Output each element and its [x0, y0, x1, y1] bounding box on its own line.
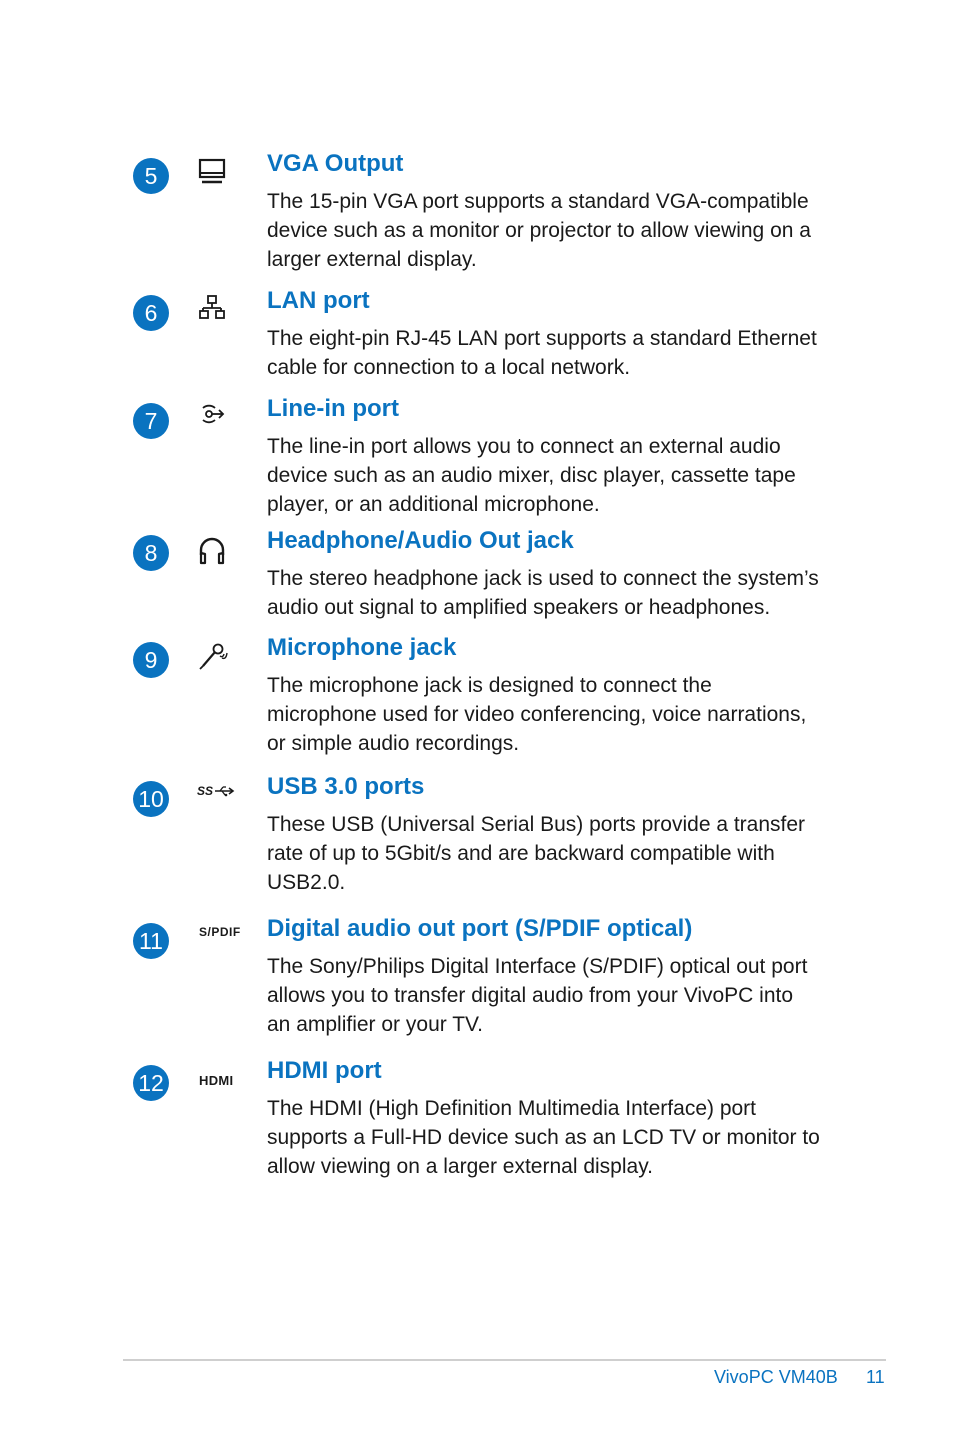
- description-line: The 15-pin VGA port supports a standard VGA-compatible: [267, 190, 809, 213]
- description-line: The line-in port allows you to connect an external audio: [267, 435, 781, 458]
- callout-number-10: 10: [133, 781, 169, 817]
- callout-number-5: 5: [133, 158, 169, 194]
- description-line: The microphone jack is designed to connect the: [267, 674, 712, 697]
- description-line: larger external display.: [267, 248, 477, 271]
- callout-number-6: 6: [133, 295, 169, 331]
- lan-icon: [196, 295, 256, 331]
- usb3-icon: [196, 781, 256, 817]
- callout-number-9: 9: [133, 642, 169, 678]
- description-line: an amplifier or your TV.: [267, 1013, 483, 1036]
- description-line: The HDMI (High Definition Multimedia Interface) port: [267, 1097, 757, 1120]
- footer-product-name: VivoPC VM40B: [714, 1367, 838, 1387]
- description-line: USB2.0.: [267, 871, 346, 894]
- lan-port-title: LAN port: [267, 287, 370, 314]
- description-line: The Sony/Philips Digital Interface (S/PDIF) optical out port: [267, 955, 808, 978]
- monitor-icon: [196, 158, 256, 194]
- microphone-jack-description: [267, 671, 837, 758]
- lan-port-description: [267, 324, 837, 382]
- headphone-icon: [196, 535, 256, 571]
- microphone-icon: [196, 642, 256, 678]
- callout-number-7: 7: [133, 403, 169, 439]
- line-in-icon: [196, 403, 256, 439]
- description-line: device such as a monitor or projector to allow viewing on a: [267, 219, 811, 242]
- description-line: player, or an additional microphone.: [267, 493, 600, 516]
- spdif-icon: S/PDIF: [199, 925, 241, 939]
- line-in-port-title: Line-in port: [267, 395, 399, 422]
- description-line: These USB (Universal Serial Bus) ports provide a transfer: [267, 813, 806, 836]
- microphone-jack-title: Microphone jack: [267, 634, 457, 661]
- callout-number-12: 12: [133, 1065, 169, 1101]
- footer-divider: [123, 1359, 886, 1361]
- hdmi-port-description: [267, 1094, 837, 1181]
- spdif-port-description: [267, 952, 837, 1039]
- svg-text:SS: SS: [197, 784, 214, 798]
- spdif-port-title: Digital audio out port (S/PDIF optical): [267, 915, 693, 942]
- callout-number-11: 11: [133, 923, 169, 959]
- callout-number-8: 8: [133, 535, 169, 571]
- headphone-jack-title: Headphone/Audio Out jack: [267, 527, 574, 554]
- description-line: or simple audio recordings.: [267, 732, 520, 755]
- description-line: device such as an audio mixer, disc player, cassette tape: [267, 464, 796, 487]
- description-line: cable for connection to a local network.: [267, 356, 631, 379]
- description-line: The eight-pin RJ-45 LAN port supports a standard Ethernet: [267, 327, 817, 350]
- usb3-ports-title: USB 3.0 ports: [267, 773, 425, 800]
- vga-output-title: VGA Output: [267, 150, 404, 177]
- page-number: 11: [866, 1367, 885, 1387]
- description-line: audio out signal to amplified speakers or headphones.: [267, 596, 771, 619]
- hdmi-port-title: HDMI port: [267, 1057, 382, 1084]
- vga-output-description: [267, 187, 837, 274]
- line-in-port-description: [267, 432, 837, 519]
- headphone-jack-description: [267, 564, 837, 622]
- description-line: microphone used for video conferencing, voice narrations,: [267, 703, 807, 726]
- usb3-ports-description: [267, 810, 837, 897]
- hdmi-icon: HDMI: [199, 1073, 234, 1088]
- description-line: allow viewing on a larger external display.: [267, 1155, 653, 1178]
- description-line: supports a Full-HD device such as an LCD TV or monitor to: [267, 1126, 820, 1149]
- description-line: rate of up to 5Gbit/s and are backward compatible with: [267, 842, 775, 865]
- description-line: allows you to transfer digital audio from your VivoPC into: [267, 984, 794, 1007]
- description-line: The stereo headphone jack is used to connect the system’s: [267, 567, 819, 590]
